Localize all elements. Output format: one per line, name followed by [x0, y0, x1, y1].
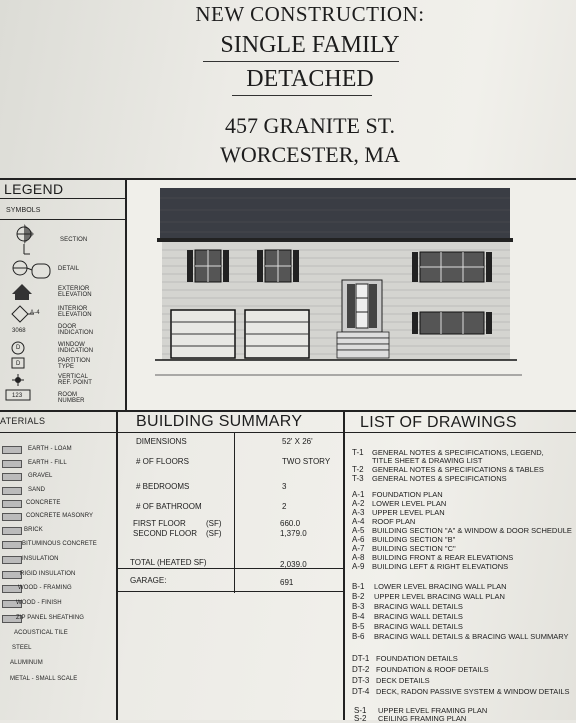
legend-label-door: DOOR INDICATION [58, 324, 94, 336]
drawing-11-code: A-8 [352, 553, 365, 562]
drawing-6-title: UPPER LEVEL PLAN [372, 508, 445, 517]
legend-label-partition: PARTITION TYPE [58, 358, 91, 370]
drawing-0-code: T-1 [352, 448, 364, 457]
drawing-16-code: B-4 [352, 612, 365, 621]
detail-symbol-icon [13, 261, 50, 278]
building-summary-title: BUILDING SUMMARY [136, 413, 303, 430]
drawing-8-code: A-5 [352, 526, 365, 535]
summary-row-2-value: 3 [282, 482, 287, 491]
drawing-4-code: A-1 [352, 490, 365, 499]
drawing-2-code: T-2 [352, 465, 364, 474]
material-1: EARTH - FILL [28, 460, 67, 466]
summary-total-line-top [118, 568, 343, 569]
summary-row-0-label: DIMENSIONS [136, 437, 187, 446]
material-10: WOOD - FRAMING [18, 585, 72, 591]
lower-window [412, 312, 492, 334]
material-13: ACOUSTICAL TILE [14, 630, 68, 636]
drawing-20-code: DT-2 [352, 665, 370, 674]
material-0: EARTH - LOAM [28, 446, 72, 452]
legend-label-detail: DETAIL [58, 266, 80, 272]
reference-point-icon [12, 374, 24, 386]
drawing-14-title: UPPER LEVEL BRACING WALL PLAN [374, 592, 505, 601]
drawing-14-code: B-2 [352, 592, 365, 601]
material-5: CONCRETE MASONRY [26, 513, 94, 519]
drawing-19-code: DT-1 [352, 654, 370, 663]
summary-row-6-value: 2,039.0 [280, 560, 307, 569]
drawing-7-code: A-4 [352, 517, 365, 526]
section-symbol-icon [17, 224, 34, 254]
drawing-3-title: GENERAL NOTES & SPECIFICATIONS [372, 474, 507, 483]
summary-row-7-label: GARAGE: [130, 576, 167, 585]
legend-title: LEGEND [4, 181, 64, 197]
legend-mark-a4: A-4 [30, 310, 40, 316]
material-12: ZIP PANEL SHEATHING [16, 615, 85, 621]
summary-row-7-value: 691 [280, 578, 294, 587]
garage-door-1 [171, 310, 235, 358]
summary-row-3-value: 2 [282, 502, 287, 511]
drawing-7-title: ROOF PLAN [372, 517, 416, 526]
materials-title: ATERIALS [0, 416, 46, 426]
summary-row-3-label: # OF BATHROOM [136, 502, 202, 511]
legend-mark-partition: D [16, 361, 21, 367]
header-address: 457 GRANITE ST. [224, 113, 396, 138]
frame-mid-line [0, 410, 576, 412]
drawing-17-code: B-5 [352, 622, 365, 631]
upper-window-3 [412, 252, 492, 282]
header-underline-1 [203, 61, 399, 62]
drawing-18-code: B-6 [352, 632, 365, 641]
legend-title-line [0, 198, 125, 199]
summary-row-4-unit: (SF) [206, 519, 222, 528]
material-8: INSULATION [22, 556, 59, 562]
drawing-15-title: BRACING WALL DETAILS [374, 602, 463, 611]
drawing-20-title: FOUNDATION & ROOF DETAILS [376, 665, 489, 674]
drawing-22-code: DT-4 [352, 687, 370, 696]
drawing-1-title: TITLE SHEET & DRAWING LIST [372, 456, 483, 465]
drawing-0-title: GENERAL NOTES & SPECIFICATIONS, LEGEND, [372, 448, 544, 457]
drawing-12-code: A-9 [352, 562, 365, 571]
drawing-22-title: DECK, RADON PASSIVE SYSTEM & WINDOW DETAILS [376, 687, 570, 696]
drawing-10-code: A-7 [352, 544, 365, 553]
drawing-5-code: A-2 [352, 499, 365, 508]
legend-label-exterior: EXTERIOR ELEVATION [58, 286, 92, 298]
drawing-8-title: BUILDING SECTION "A" & WINDOW & DOOR SCHEDULE [372, 526, 572, 535]
header-line-2: SINGLE FAMILY [220, 32, 400, 58]
drawing-19-title: FOUNDATION DETAILS [376, 654, 458, 663]
drawing-6-code: A-3 [352, 508, 365, 517]
material-4: CONCRETE [26, 500, 61, 506]
drawing-15-code: B-3 [352, 602, 365, 611]
legend-mark-window: D [16, 345, 21, 351]
material-2: GRAVEL [28, 473, 53, 479]
header-line-1: NEW CONSTRUCTION: [195, 2, 425, 26]
legend-mark-door: 3068 [12, 328, 26, 334]
drawing-16-title: BRACING WALL DETAILS [374, 612, 463, 621]
summary-row-1-value: TWO STORY [282, 457, 331, 466]
summary-col-line [234, 433, 235, 593]
exterior-elevation-icon [12, 284, 32, 300]
summary-row-0-value: 52' X 26' [282, 437, 313, 446]
summary-right-line [343, 412, 345, 720]
drawing-24-title: CEILING FRAMING PLAN [378, 714, 467, 723]
drawing-11-title: BUILDING FRONT & REAR ELEVATIONS [372, 553, 514, 562]
summary-row-6-label: TOTAL (HEATED SF) [130, 558, 207, 567]
drawing-24-code: S-2 [354, 714, 367, 723]
symbols-title: SYMBOLS [6, 207, 41, 214]
drawing-13-code: B-1 [352, 582, 365, 591]
list-of-drawings-title: LIST OF DRAWINGS [360, 414, 517, 431]
material-9: RIGID INSULATION [20, 571, 76, 577]
drawing-9-title: BUILDING SECTION "B" [372, 535, 456, 544]
drawing-23-title: UPPER LEVEL FRAMING PLAN [378, 706, 488, 715]
drawing-21-code: DT-3 [352, 676, 370, 685]
front-door [342, 280, 382, 332]
drawing-18-title: BRACING WALL DETAILS & BRACING WALL SUMMARY [374, 632, 569, 641]
legend-label-section: SECTION [60, 237, 88, 243]
summary-total-line-bottom [118, 591, 343, 592]
drawing-21-title: DECK DETAILS [376, 676, 430, 685]
drawing-13-title: LOWER LEVEL BRACING WALL PLAN [374, 582, 507, 591]
drawing-5-title: LOWER LEVEL PLAN [372, 499, 447, 508]
summary-row-5-label: SECOND FLOOR [133, 529, 198, 538]
drawing-23-code: S-1 [354, 706, 367, 715]
material-16: METAL - SMALL SCALE [10, 676, 78, 682]
summary-row-4-value: 660.0 [280, 519, 301, 528]
legend-mark-room: 123 [12, 393, 23, 399]
summary-row-2-label: # BEDROOMS [136, 482, 190, 491]
garage-door-2 [245, 310, 309, 358]
material-7: BITUMINOUS CONCRETE [22, 541, 97, 547]
drawing-4-title: FOUNDATION PLAN [372, 490, 443, 499]
material-15: ALUMINUM [10, 660, 43, 666]
front-steps [337, 332, 389, 358]
summary-row-4-label: FIRST FLOOR [133, 519, 186, 528]
drawing-9-code: A-6 [352, 535, 365, 544]
legend-label-refpoint: VERTICAL REF. POINT [58, 374, 93, 386]
drawing-17-title: BRACING WALL DETAILS [374, 622, 463, 631]
legend-label-room: ROOM NUMBER [58, 392, 85, 404]
material-14: STEEL [12, 645, 32, 651]
front-elevation-drawing [127, 180, 576, 410]
material-6: BRICK [24, 527, 43, 533]
drawing-2-title: GENERAL NOTES & SPECIFICATIONS & TABLES [372, 465, 544, 474]
frame-mid-line-2 [0, 432, 576, 433]
summary-row-5-value: 1,379.0 [280, 529, 307, 538]
summary-row-5-unit: (SF) [206, 529, 222, 538]
header-line-3: DETACHED [246, 66, 374, 92]
drawing-10-title: BUILDING SECTION "C" [372, 544, 456, 553]
header-underline-2 [232, 95, 372, 96]
material-11: WOOD - FINISH [16, 600, 62, 606]
drawing-3-code: T-3 [352, 474, 364, 483]
legend-label-window: WINDOW INDICATION [58, 342, 94, 354]
header-city: WORCESTER, MA [220, 142, 400, 167]
summary-left-line [116, 412, 118, 720]
drawing-12-title: BUILDING LEFT & RIGHT ELEVATIONS [372, 562, 509, 571]
legend-label-interior: INTERIOR ELEVATION [58, 306, 92, 318]
summary-row-1-label: # OF FLOORS [136, 457, 189, 466]
material-3: SAND [28, 487, 46, 493]
